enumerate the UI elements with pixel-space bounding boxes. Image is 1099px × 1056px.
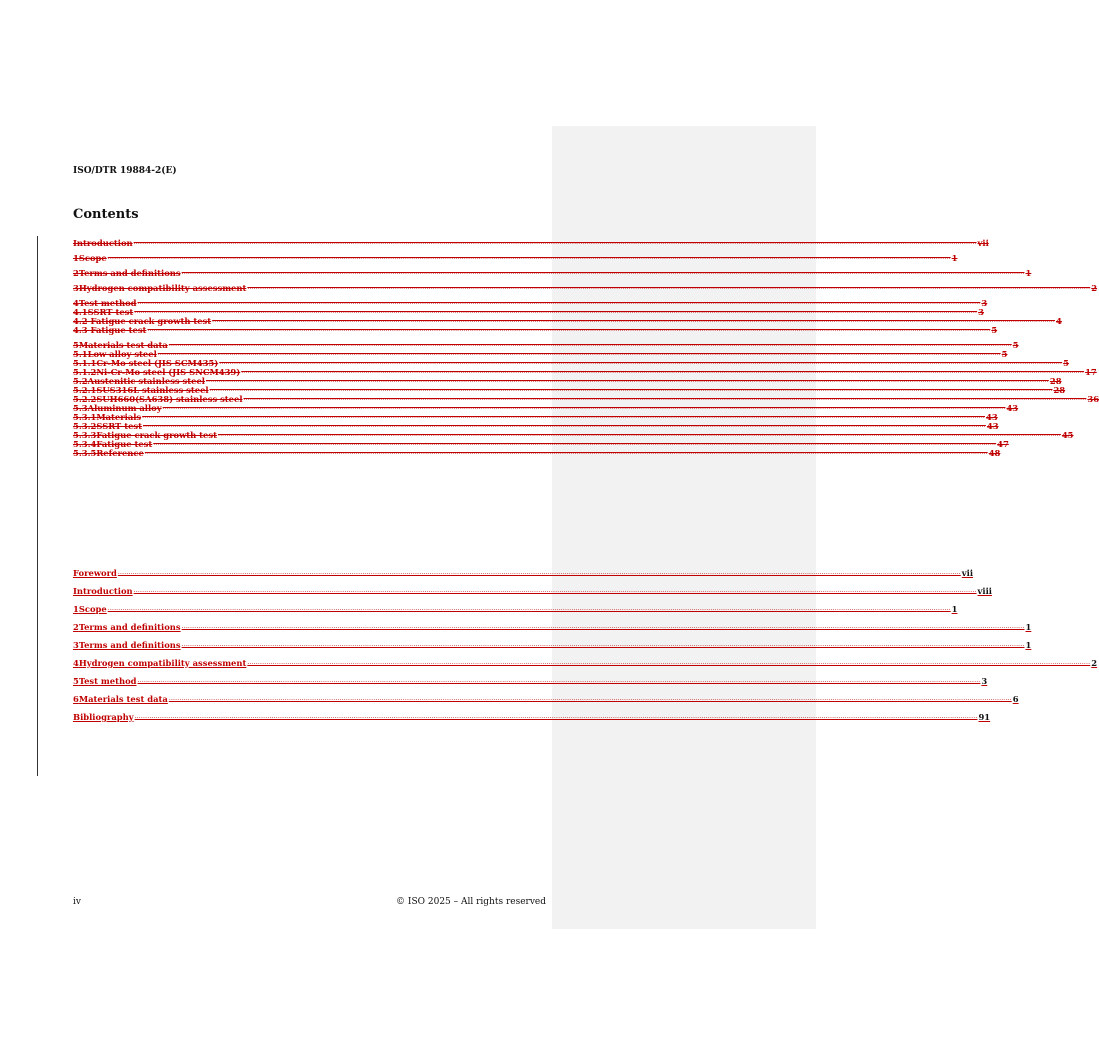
toc-entry-label: Materials test data — [78, 339, 168, 350]
toc-entry-page: 5 — [1012, 339, 1019, 350]
copyright-notice: © ISO 2025 – All rights reserved — [396, 897, 546, 907]
toc-entry-label: Fatigue test — [96, 438, 153, 449]
contents-title: Contents — [73, 207, 139, 222]
page-number: iv — [73, 897, 81, 907]
toc-entry-label: Terms and definitions — [78, 267, 181, 278]
toc-entry-number: 5.1 — [73, 348, 88, 359]
toc-entry-label: Test method — [78, 297, 137, 308]
toc-entry-number: 5.3.1 — [73, 411, 97, 422]
toc-entry[interactable] — [73, 237, 989, 248]
toc-entry-page: 43 — [986, 411, 998, 422]
toc-entry-page: 1 — [1025, 639, 1032, 650]
toc-leader-dots: ................................................................................................................................................................................................................................................................................................................................................................................................................ — [205, 377, 1049, 384]
toc-entry-page: 28 — [1053, 384, 1066, 395]
toc-entry-number: 6 — [73, 693, 79, 704]
toc-entry-number: 5 — [73, 675, 79, 686]
toc-entry-page: 1 — [1025, 267, 1032, 278]
toc-deleted — [73, 237, 1099, 458]
change-bar — [37, 236, 38, 776]
toc-entry[interactable] — [73, 585, 992, 596]
toc-entry-page: 2 — [1091, 657, 1098, 668]
toc-entry-page: 1 — [951, 603, 958, 614]
toc-entry-number: 4 — [73, 657, 79, 668]
toc-entry-page: 3 — [978, 306, 984, 317]
toc-entry-label: Terms and definitions — [78, 621, 181, 632]
toc-entry[interactable] — [73, 348, 1008, 359]
toc-entry[interactable] — [73, 357, 1069, 368]
toc-entry-page: 4 — [1056, 315, 1062, 326]
toc-leader-dots: ................................................................................................................................................................................................................................................................................................................................................................................................................ — [209, 386, 1053, 393]
toc-entry[interactable] — [73, 315, 1062, 326]
toc-entry-label: Cr-Mo steel (JIS SCM435) — [96, 357, 219, 368]
toc-entry-number: 5.3 — [73, 402, 88, 413]
toc-entry-page: 48 — [988, 447, 1001, 458]
toc-entry-number: 5.2.2 — [73, 393, 97, 404]
toc-entry-label: Ni-Cr-Mo steel (JIS SNCM439) — [96, 366, 241, 377]
toc-entry-number: 5.3.3 — [73, 429, 97, 440]
toc-entry-label: Aluminum alloy — [87, 402, 162, 413]
toc-entry[interactable] — [73, 267, 1032, 278]
toc-entry-label: SUS316L stainless steel — [96, 384, 209, 395]
toc-leader-dots: ................................................................................................................................................................................................................................................................................................................................................................................................................ — [241, 368, 1085, 375]
toc-entry-label: Bibliography — [73, 711, 134, 722]
toc-leader-dots: ................................................................................................................................................................................................................................................................................................................................................................................................................ — [181, 641, 1025, 648]
toc-entry[interactable] — [73, 447, 1001, 458]
toc-leader-dots: ................................................................................................................................................................................................................................................................................................................................................................................................................ — [107, 254, 951, 261]
toc-entry-page: 36 — [1087, 393, 1099, 404]
toc-entry-page: 6 — [1012, 693, 1019, 704]
toc-entry-number: 5.2.1 — [73, 384, 97, 395]
toc-entry-number: 3 — [73, 282, 79, 293]
toc-leader-dots: ................................................................................................................................................................................................................................................................................................................................................................................................................ — [134, 308, 978, 315]
toc-entry-label: Test method — [78, 675, 137, 686]
toc-entry[interactable] — [73, 411, 998, 422]
toc-entry-label: Low alloy steel — [87, 348, 157, 359]
toc-entry[interactable] — [73, 621, 1032, 632]
toc-entry-label: 4.2 Fatigue crack growth test — [73, 315, 212, 326]
toc-entry-number: 5.3.5 — [73, 447, 97, 458]
toc-entry-label: Foreword — [73, 567, 117, 578]
toc-entry[interactable] — [73, 384, 1066, 395]
toc-entry[interactable] — [73, 438, 1009, 449]
toc-leader-dots: ................................................................................................................................................................................................................................................................................................................................................................................................................ — [247, 659, 1091, 666]
toc-leader-dots: ................................................................................................................................................................................................................................................................................................................................................................................................................ — [212, 317, 1056, 324]
toc-entry-page: 43 — [986, 420, 999, 431]
toc-entry-page: 3 — [981, 675, 988, 686]
toc-entry-page: 91 — [978, 711, 991, 722]
toc-leader-dots: ................................................................................................................................................................................................................................................................................................................................................................................................................ — [243, 395, 1087, 402]
toc-entry-label: Hydrogen compatibility assessment — [78, 282, 247, 293]
toc-entry-label: Scope — [78, 603, 107, 614]
toc-entry-number: 5.3.2 — [73, 420, 97, 431]
toc-entry[interactable] — [73, 693, 1019, 704]
toc-entry-label: SSRT test — [87, 306, 134, 317]
toc-entry-label: Terms and definitions — [78, 639, 181, 650]
toc-leader-dots: ................................................................................................................................................................................................................................................................................................................................................................................................................ — [142, 422, 986, 429]
toc-entry[interactable] — [73, 366, 1097, 377]
toc-entry-label: Scope — [78, 252, 107, 263]
toc-entry-label: Materials — [96, 411, 142, 422]
toc-entry[interactable] — [73, 282, 1098, 293]
toc-entry[interactable] — [73, 339, 1019, 350]
toc-entry-number: 4 — [73, 297, 79, 308]
toc-leader-dots: ................................................................................................................................................................................................................................................................................................................................................................................................................ — [133, 587, 977, 594]
toc-leader-dots: ................................................................................................................................................................................................................................................................................................................................................................................................................ — [219, 359, 1063, 366]
toc-leader-dots: ................................................................................................................................................................................................................................................................................................................................................................................................................ — [247, 284, 1091, 291]
toc-entry-label: 4.3 Fatigue test — [73, 324, 147, 335]
toc-leader-dots: ................................................................................................................................................................................................................................................................................................................................................................................................................ — [137, 299, 981, 306]
toc-leader-dots: ................................................................................................................................................................................................................................................................................................................................................................................................................ — [134, 713, 978, 720]
toc-entry-label: Introduction — [73, 237, 133, 248]
toc-leader-dots: ................................................................................................................................................................................................................................................................................................................................................................................................................ — [217, 431, 1061, 438]
toc-entry[interactable] — [73, 252, 958, 263]
toc-entry[interactable] — [73, 711, 991, 722]
toc-entry[interactable] — [73, 603, 958, 614]
toc-entry-number: 1 — [73, 252, 79, 263]
toc-leader-dots: ................................................................................................................................................................................................................................................................................................................................................................................................................ — [181, 623, 1025, 630]
toc-entry-label: SUH660(SA638) stainless steel — [96, 393, 243, 404]
toc-leader-dots: ................................................................................................................................................................................................................................................................................................................................................................................................................ — [147, 326, 991, 333]
toc-entry[interactable] — [73, 324, 998, 335]
markup-pane — [552, 126, 816, 929]
toc-entry-page: vii — [961, 567, 974, 578]
toc-entry-page: viii — [977, 585, 992, 596]
toc-entry-label: Hydrogen compatibility assessment — [78, 657, 247, 668]
toc-entry[interactable] — [73, 306, 984, 317]
toc-entry-number: 1 — [73, 603, 79, 614]
toc-entry-number: 5.1.1 — [73, 357, 97, 368]
toc-entry-page: 45 — [1061, 429, 1074, 440]
toc-entry-page: 2 — [1091, 282, 1098, 293]
toc-entry-page: 43 — [1006, 402, 1019, 413]
toc-entry[interactable] — [73, 393, 1099, 404]
toc-entry-number: 2 — [73, 267, 79, 278]
toc-leader-dots: ................................................................................................................................................................................................................................................................................................................................................................................................................ — [181, 269, 1025, 276]
toc-leader-dots: ................................................................................................................................................................................................................................................................................................................................................................................................................ — [117, 569, 961, 576]
toc-entry-label: Materials test data — [78, 693, 168, 704]
toc-entry-label: Fatigue crack growth test — [96, 429, 217, 440]
toc-entry[interactable] — [73, 429, 1074, 440]
toc-leader-dots: ................................................................................................................................................................................................................................................................................................................................................................................................................ — [137, 677, 981, 684]
toc-entry-number: 5.1.2 — [73, 366, 97, 377]
toc-entry[interactable] — [73, 375, 1062, 386]
toc-entry-page: 47 — [997, 438, 1009, 449]
toc-entry-number: 2 — [73, 621, 79, 632]
toc-entry-page: 1 — [951, 252, 958, 263]
toc-entry[interactable] — [73, 639, 1032, 650]
toc-leader-dots: ................................................................................................................................................................................................................................................................................................................................................................................................................ — [168, 341, 1012, 348]
toc-entry[interactable] — [73, 567, 974, 578]
toc-entry-label: Reference — [96, 447, 144, 458]
toc-leader-dots: ................................................................................................................................................................................................................................................................................................................................................................................................................ — [133, 239, 977, 246]
toc-entry-number: 5.2 — [73, 375, 88, 386]
toc-entry[interactable] — [73, 675, 988, 686]
toc-entry-number: 3 — [73, 639, 79, 650]
toc-leader-dots: ................................................................................................................................................................................................................................................................................................................................................................................................................ — [157, 350, 1001, 357]
toc-entry-label: Introduction — [73, 585, 133, 596]
toc-leader-dots: ................................................................................................................................................................................................................................................................................................................................................................................................................ — [107, 605, 951, 612]
toc-entry-page: 28 — [1049, 375, 1062, 386]
toc-entry[interactable] — [73, 297, 988, 308]
toc-inserted — [73, 567, 1098, 730]
toc-entry-label: SSRT test — [96, 420, 142, 431]
toc-leader-dots: ................................................................................................................................................................................................................................................................................................................................................................................................................ — [144, 449, 988, 456]
toc-entry-page: 5 — [1001, 348, 1008, 359]
toc-leader-dots: ................................................................................................................................................................................................................................................................................................................................................................................................................ — [162, 404, 1006, 411]
toc-entry[interactable] — [73, 657, 1098, 668]
toc-entry-page: 5 — [1063, 357, 1069, 368]
toc-entry-page: 17 — [1085, 366, 1097, 377]
document-id: ISO/DTR 19884-2(E) — [73, 166, 177, 176]
toc-leader-dots: ................................................................................................................................................................................................................................................................................................................................................................................................................ — [153, 440, 997, 447]
toc-leader-dots: ................................................................................................................................................................................................................................................................................................................................................................................................................ — [168, 695, 1012, 702]
toc-entry-page: 1 — [1025, 621, 1032, 632]
toc-entry[interactable] — [73, 402, 1019, 413]
toc-entry-page: 3 — [981, 297, 988, 308]
toc-entry-number: 5 — [73, 339, 79, 350]
toc-entry-page: vii — [977, 237, 989, 248]
toc-entry-label: Austenitic stainless steel — [87, 375, 205, 386]
toc-leader-dots: ................................................................................................................................................................................................................................................................................................................................................................................................................ — [142, 413, 986, 420]
toc-entry-page: 5 — [991, 324, 998, 335]
toc-entry-number: 5.3.4 — [73, 438, 97, 449]
toc-entry-number: 4.1 — [73, 306, 88, 317]
toc-entry[interactable] — [73, 420, 999, 431]
